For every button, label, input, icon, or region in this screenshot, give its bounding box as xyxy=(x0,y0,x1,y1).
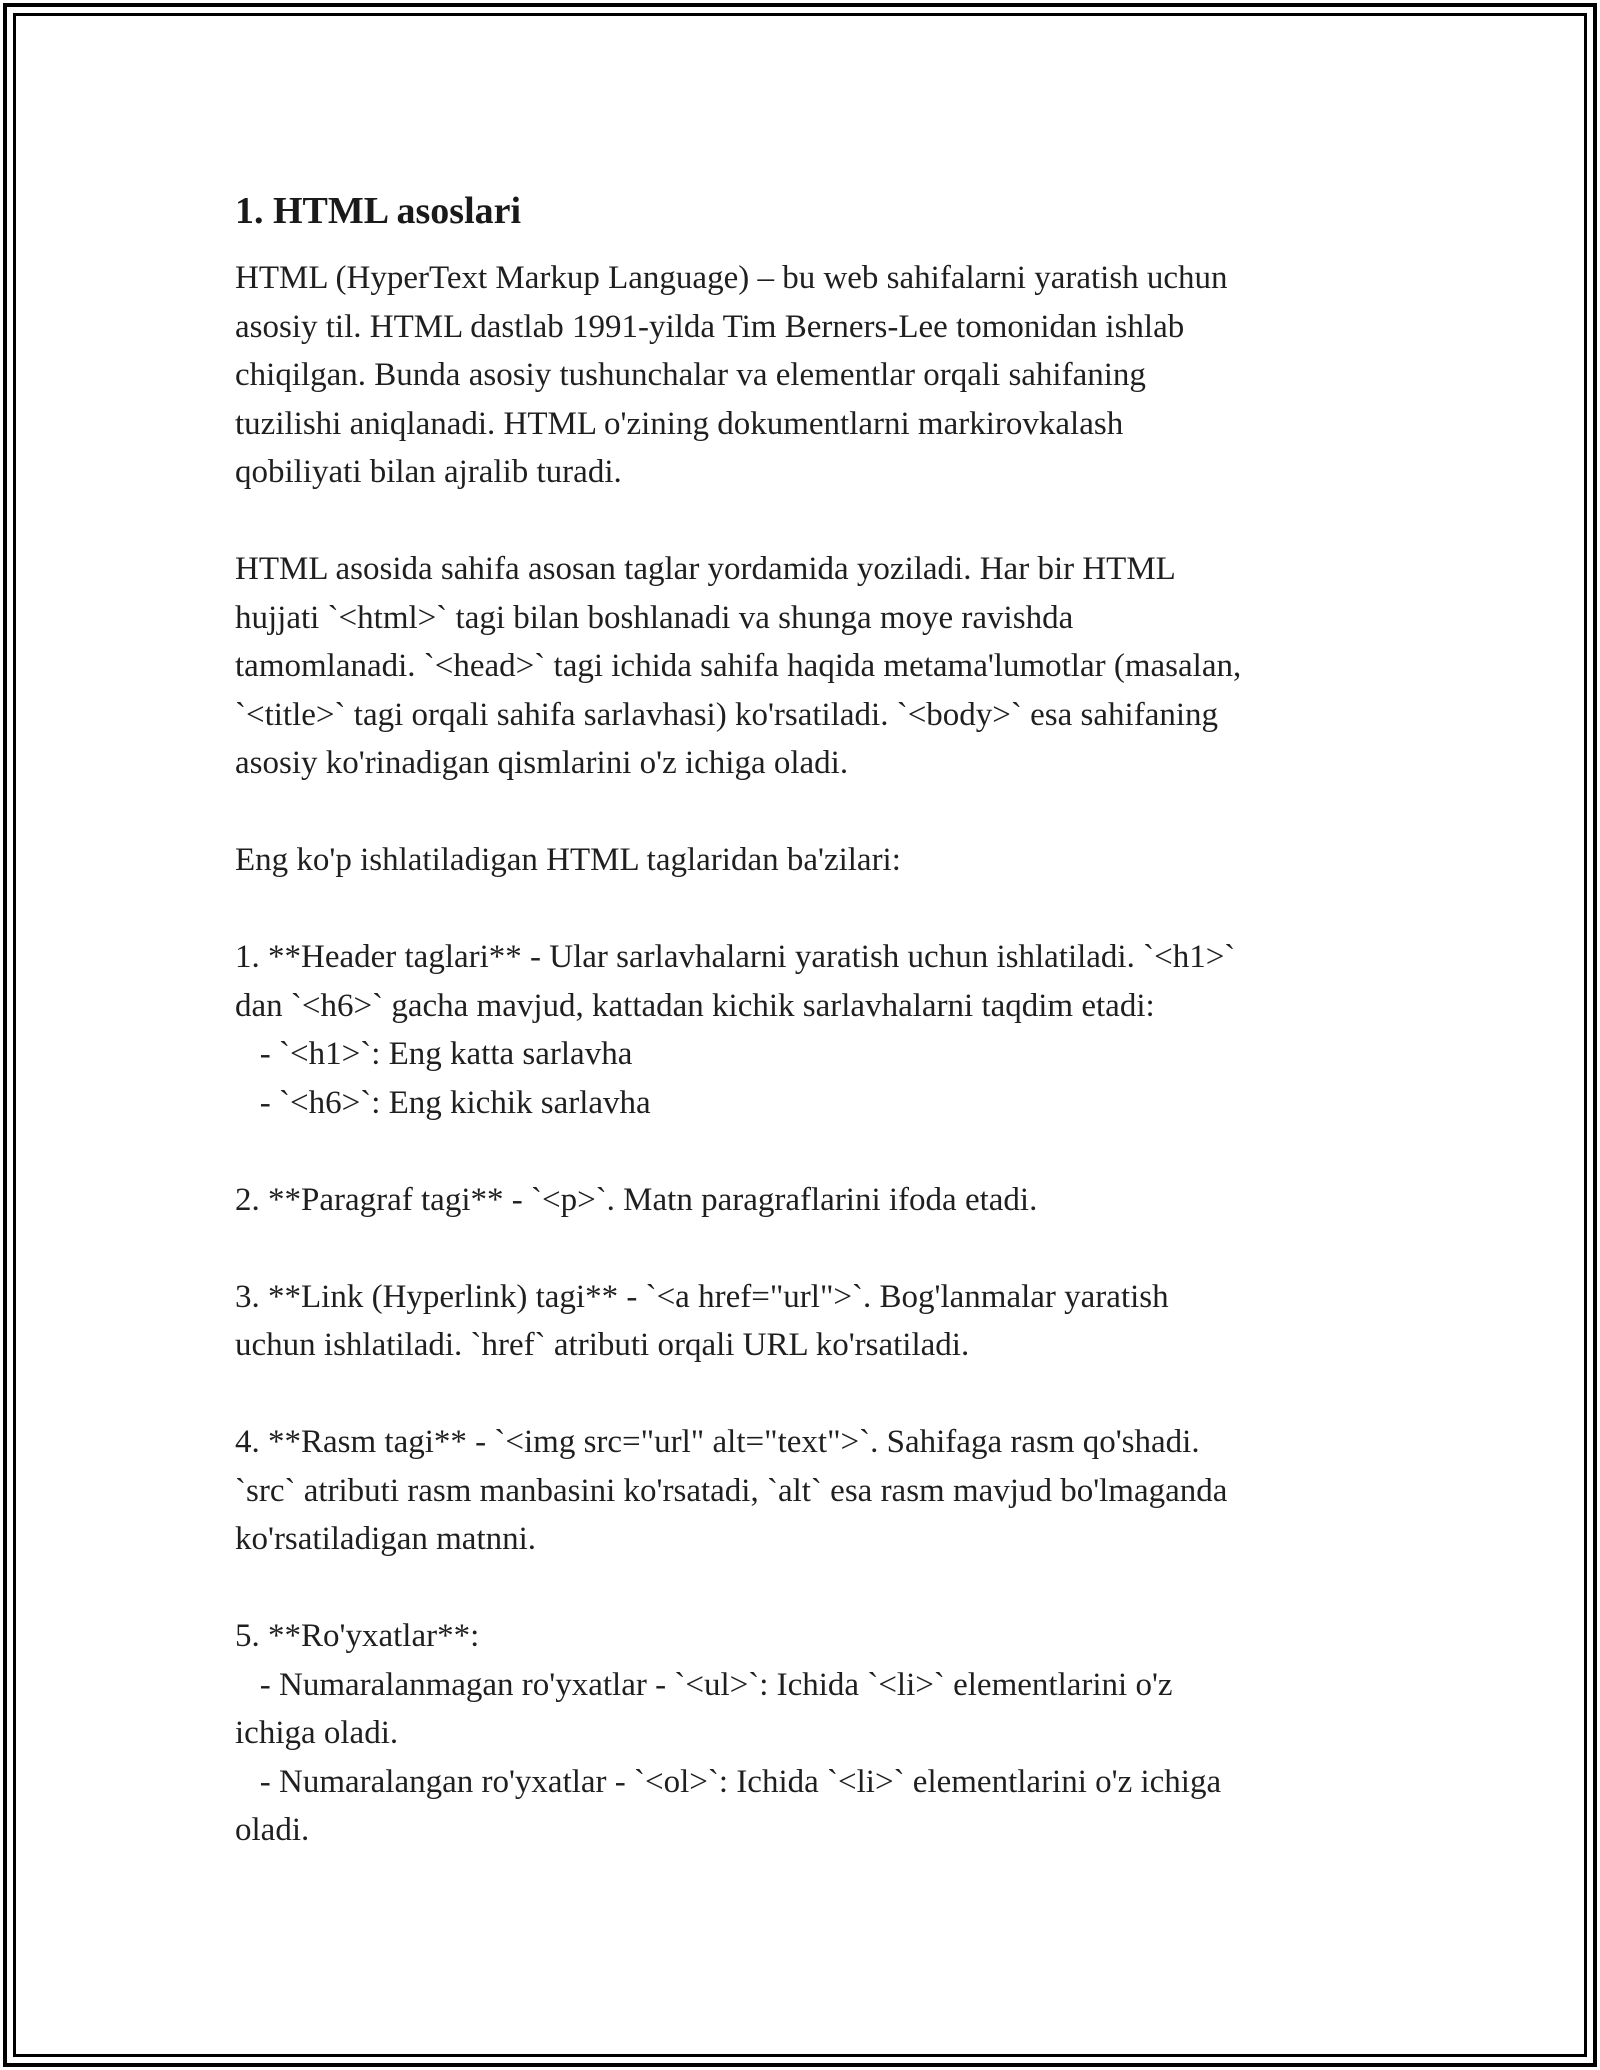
text-line: - Numaralangan ro'yxatlar - `<ol>`: Ichida `<li>` elementlarini o'z ichiga xyxy=(235,1763,1222,1800)
paragraph xyxy=(235,545,1385,788)
text-line: ichiga oladi. xyxy=(235,1715,399,1751)
text-line: HTML (HyperText Markup Language) – bu web sahifalarni yaratish uchun xyxy=(235,260,1228,296)
document-body xyxy=(235,186,1385,1903)
text-line: chiqilgan. Bunda asosiy tushunchalar va elementlar orqali sahifaning xyxy=(235,357,1146,393)
text-line: tuzilishi aniqlanadi. HTML o'zining dokumentlarni markirovkalash xyxy=(235,405,1124,442)
paragraph xyxy=(235,1612,1385,1855)
text-line: hujjati `<html>` tagi bilan boshlanadi va shunga moye ravishda xyxy=(235,599,1074,636)
text-line: - `<h6>`: Eng kichik sarlavha xyxy=(235,1084,651,1121)
text-line: Eng ko'p ishlatiladigan HTML taglaridan ba'zilari: xyxy=(235,842,901,878)
section-heading: 1. HTML asoslari xyxy=(235,190,522,232)
paragraph-container xyxy=(235,254,1385,1855)
text-line: tamomlanadi. `<head>` tagi ichida sahifa haqida metama'lumotlar (masalan, xyxy=(235,648,1242,684)
paragraph xyxy=(235,254,1385,497)
text-line: - `<h1>`: Eng katta sarlavha xyxy=(235,1036,633,1072)
text-line: 2. **Paragraf tagi** - `<p>`. Matn paragraflarini ifoda etadi. xyxy=(235,1181,1038,1218)
paragraph xyxy=(235,836,1385,885)
text-line: 3. **Link (Hyperlink) tagi** - `<a href="url">`. Bog'lanmalar yaratish xyxy=(235,1278,1169,1315)
text-line: uchun ishlatiladi. `href` atributi orqali URL ko'rsatiladi. xyxy=(235,1327,970,1363)
text-line: HTML asosida sahifa asosan taglar yordamida yoziladi. Har bir HTML xyxy=(235,551,1176,587)
paragraph xyxy=(235,933,1385,1127)
text-line: oladi. xyxy=(235,1812,310,1848)
text-line: dan `<h6>` gacha mavjud, kattadan kichik sarlavhalarni taqdim etadi: xyxy=(235,987,1155,1024)
text-line: 4. **Rasm tagi** - `<img src="url" alt="text">`. Sahifaga rasm qo'shadi. xyxy=(235,1424,1200,1460)
paragraph xyxy=(235,1176,1385,1225)
paragraph xyxy=(235,1273,1385,1370)
text-line: asosiy til. HTML dastlab 1991-yilda Tim Berners-Lee tomonidan ishlab xyxy=(235,308,1185,345)
text-line: 1. **Header taglari** - Ular sarlavhalarni yaratish uchun ishlatiladi. `<h1>` xyxy=(235,939,1236,975)
text-line: qobiliyati bilan ajralib turadi. xyxy=(235,454,622,490)
text-line: - Numaralanmagan ro'yxatlar - `<ul>`: Ichida `<li>` elementlarini o'z xyxy=(235,1666,1173,1703)
paragraph xyxy=(235,1418,1385,1564)
text-line: 5. **Ro'yxatlar**: xyxy=(235,1618,480,1654)
text-line: `src` atributi rasm manbasini ko'rsatadi, `alt` esa rasm mavjud bo'lmaganda xyxy=(235,1472,1228,1509)
text-line: ko'rsatiladigan matnni. xyxy=(235,1521,537,1557)
text-line: `<title>` tagi orqali sahifa sarlavhasi) ko'rsatiladi. `<body>` esa sahifaning xyxy=(235,696,1219,733)
text-line: asosiy ko'rinadigan qismlarini o'z ichiga oladi. xyxy=(235,745,849,781)
